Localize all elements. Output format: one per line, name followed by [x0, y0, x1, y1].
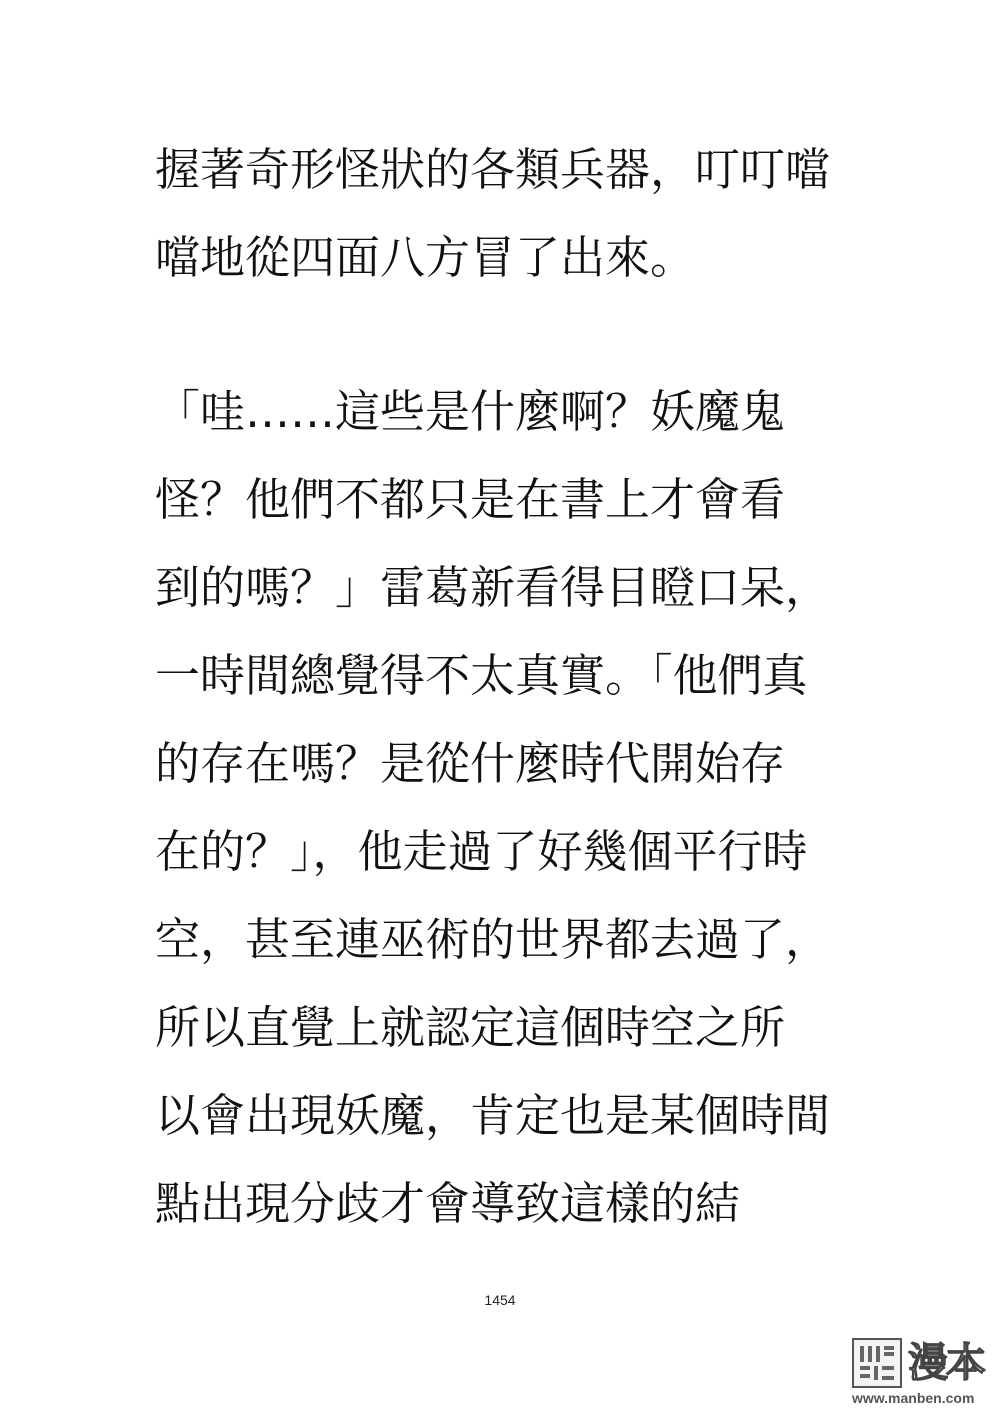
text-line: 一時間總覺得不太真實。「他們真: [155, 649, 808, 702]
page-number: 1454: [484, 1292, 516, 1308]
text-line: 空，甚至連巫術的世界都去過了，: [155, 913, 831, 966]
text-line: 怪？他們不都只是在書上才會看: [155, 473, 786, 526]
text-line: 噹地從四面八方冒了出來。: [155, 231, 696, 284]
text-line: 以會出現妖魔，肯定也是某個時間: [155, 1089, 831, 1142]
watermark-title: 漫本: [908, 1340, 984, 1386]
text-line: 到的嗎？」雷葛新看得目瞪口呆，: [155, 561, 831, 614]
watermark-url: www.manben.com: [852, 1390, 975, 1406]
text-line: 點出現分歧才會導致這樣的結: [155, 1177, 741, 1230]
text-line: 在的？」，他走過了好幾個平行時: [155, 825, 808, 878]
text-line: 所以直覺上就認定這個時空之所: [155, 1001, 786, 1054]
text-line: 「哇……這些是什麼啊？妖魔鬼: [155, 385, 786, 438]
watermark: [852, 1338, 992, 1408]
text-line: 握著奇形怪狀的各類兵器，叮叮噹: [155, 143, 831, 196]
text-line: 的存在嗎？是從什麼時代開始存: [155, 737, 786, 790]
manben-logo-icon: [852, 1338, 902, 1388]
